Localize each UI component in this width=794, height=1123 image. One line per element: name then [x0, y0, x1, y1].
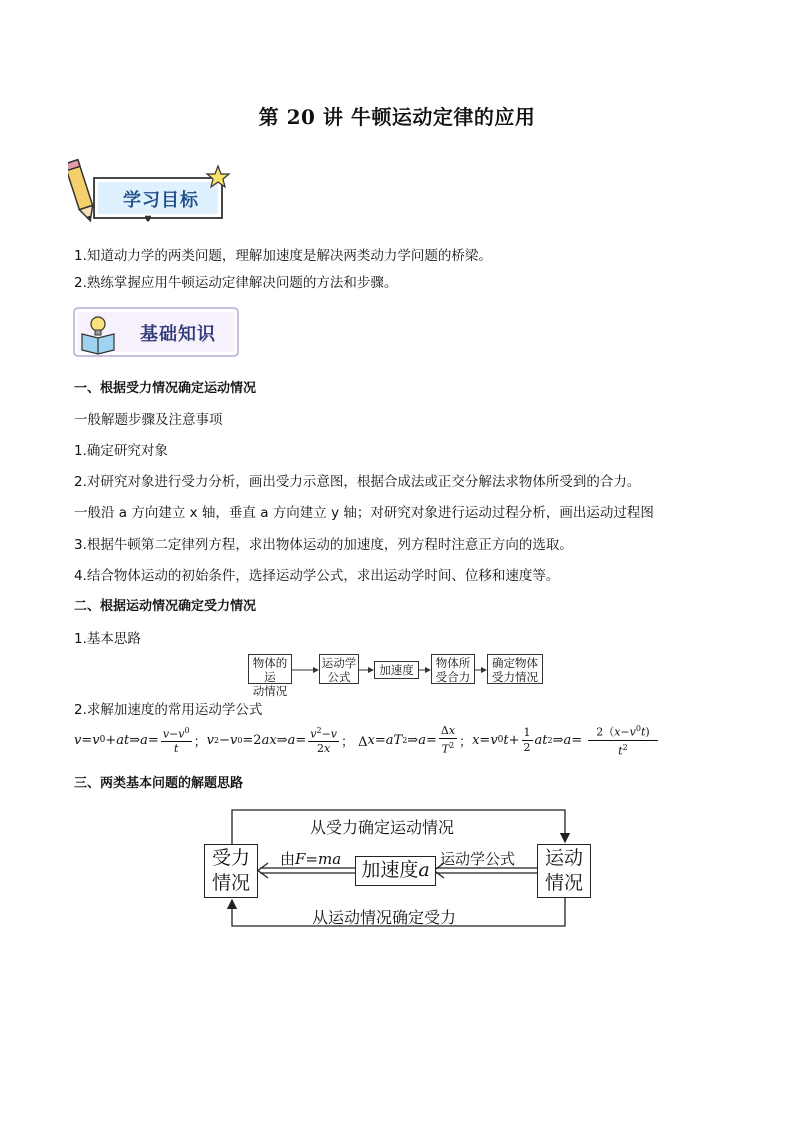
paragraph-line: 3.根据牛顿第二定律列方程，求出物体运动的加速度，列方程时注意正方向的选取。 — [74, 537, 573, 553]
flow-chart — [248, 654, 548, 698]
top-path-label: 从受力确定运动情况 — [310, 818, 455, 837]
basics-banner-label: 基础知识 — [140, 324, 216, 345]
newton-law-label: 由F=ma — [280, 850, 342, 868]
flow-step-3: 加速度 — [374, 661, 419, 679]
goals-banner — [68, 156, 234, 232]
kinematics-formulas: v = v 0 + at ⇒ a = $\frac{v-v^0}{t}$ ； v 2 − v 0 =2 ax ⇒ a = $\frac{v^2-v}{2x}$ ； Δ x = aT 2 ⇒ a = $\frac{\Delta x}{T^2}$ ； x = v 0 t + $\frac{1}{2}$ at 2 ⇒ a = $\frac{2(x-v^0t)}{t^2}$ — [74, 722, 660, 758]
flow-step-5: 确定物体 受力情况 — [487, 654, 543, 684]
acceleration-box: 加速度a — [355, 856, 436, 886]
kinematics-label: 运动学公式 — [440, 850, 516, 868]
goal-line: 2.熟练掌握应用牛顿运动定律解决问题的方法和步骤。 — [74, 275, 398, 291]
paragraph-line: 1.确定研究对象 — [74, 443, 168, 459]
paragraph-line: 1.基本思路 — [74, 631, 141, 647]
section-heading: 一、根据受力情况确定运动情况 — [74, 381, 257, 396]
paragraph-line: 一般解题步骤及注意事项 — [74, 412, 223, 428]
force-box: 受力 情况 — [204, 844, 258, 898]
section-heading: 二、根据运动情况确定受力情况 — [74, 599, 257, 614]
motion-box: 运动 情况 — [537, 844, 591, 898]
paragraph-line: 一般沿 a 方向建立 x 轴，垂直 a 方向建立 y 轴；对研究对象进行运动过程分析，画出运动过程图 — [74, 505, 654, 521]
flow-step-4: 物体所 受合力 — [431, 654, 475, 684]
two-problem-diagram — [200, 806, 595, 932]
basics-banner — [72, 304, 242, 360]
section-heading: 三、两类基本问题的解题思路 — [74, 776, 244, 791]
page-title: 第 20 讲 牛顿运动定律的应用 — [258, 105, 536, 129]
goals-banner-label: 学习目标 — [123, 190, 199, 211]
goal-line: 1.知道动力学的两类问题，理解加速度是解决两类动力学问题的桥梁。 — [74, 248, 492, 264]
flow-step-1: 物体的运 动情况 — [248, 654, 292, 684]
flow-step-2: 运动学 公式 — [319, 654, 359, 684]
paragraph-line: 2.对研究对象进行受力分析，画出受力示意图，根据合成法或正交分解法求物体所受到的合力。 — [74, 474, 641, 490]
paragraph-line: 4.结合物体运动的初始条件，选择运动学公式，求出运动学时间、位移和速度等。 — [74, 568, 560, 584]
bottom-path-label: 从运动情况确定受力 — [312, 908, 457, 927]
paragraph-line: 2.求解加速度的常用运动学公式 — [74, 702, 263, 718]
